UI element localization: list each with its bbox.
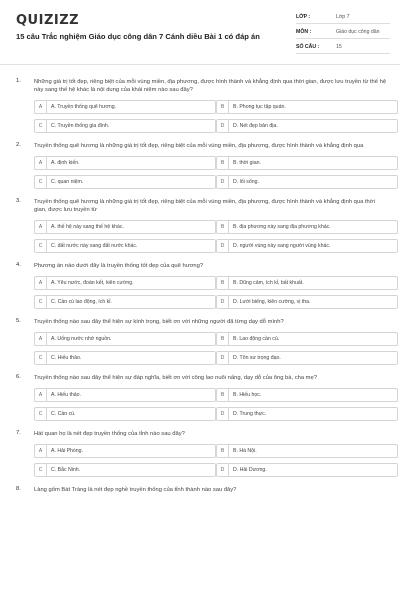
meta-label: LỚP : [296,14,311,20]
meta-row-count [296,41,390,54]
question-number: 1. [16,78,21,84]
answer-option[interactable] [216,220,398,234]
option-letter: D [217,240,229,252]
answer-options [34,100,388,133]
answer-options [34,156,388,189]
option-text: D. người vùng này sang người vùng khác. [233,243,331,249]
question-text: Truyền thống quê hương là những giá trị tốt đẹp, riêng biệt của mỗi vùng miền, địa phương, được hình thành và khẳng định qua thời gian, được lưu truyền từ [34,199,375,213]
option-letter: C [35,120,47,132]
question-text: Truyền thống nào sau đây thể hiện sự đáp nghĩa, biết ơn với công lao nuôi nấng, dạy dỗ của ông bà, cha mẹ? [34,375,317,381]
option-letter: C [35,464,47,476]
question-header [16,374,388,382]
meta-value: Lớp 7 [336,14,350,20]
answer-option[interactable] [34,156,216,170]
answer-option[interactable] [34,276,216,290]
question-item [16,318,388,365]
option-text: D. Tôn sư trọng đạo. [233,355,281,361]
option-text: C. Truyền thống gia đình. [51,123,110,129]
option-letter: C [35,408,47,420]
option-text: A. thế hệ này sang thế hệ khác. [51,224,124,230]
option-letter: A [35,101,47,113]
question-item [16,262,388,309]
option-letter: A [35,445,47,457]
question-header [16,430,388,438]
answer-option[interactable] [216,295,398,309]
answer-options [34,444,388,477]
question-item [16,142,388,189]
option-letter: D [217,296,229,308]
answer-option[interactable] [34,444,216,458]
option-text: B. Phong tục tập quán. [233,104,286,110]
answer-option[interactable] [34,463,216,477]
answer-options [34,332,388,365]
option-letter: B [217,333,229,345]
meta-label: MÔN : [296,29,312,35]
question-text: Truyền thống nào sau đây thể hiện sự kính trọng, biết ơn với những người đã từng dạy dỗ mình? [34,319,284,325]
question-number: 6. [16,374,21,380]
option-text: C. đất nước này sang đất nước khác. [51,243,138,249]
option-text: B. Hiếu học. [233,392,262,398]
option-text: A. định kiến. [51,160,80,166]
option-letter: D [217,176,229,188]
option-letter: A [35,333,47,345]
answer-option[interactable] [216,351,398,365]
option-letter: A [35,389,47,401]
option-text: C. Cần cù lao động, ích kỉ. [51,299,112,305]
answer-option[interactable] [34,295,216,309]
answer-option[interactable] [216,407,398,421]
question-list [0,78,400,503]
option-letter: D [217,352,229,364]
question-number: 4. [16,262,21,268]
option-text: A. Hải Phòng. [51,448,84,454]
question-header [16,486,388,494]
option-text: D. Hải Dương. [233,467,267,473]
option-text: B. Dũng cảm, ích kỉ, bất khuất. [233,280,304,286]
answer-option[interactable] [34,220,216,234]
answer-option[interactable] [216,388,398,402]
question-header [16,142,388,150]
option-text: D. Lười biếng, kiên cường, vị tha. [233,299,311,305]
option-text: B. địa phương này sang địa phương khác. [233,224,331,230]
meta-row-grade [296,11,390,24]
question-header [16,78,388,94]
question-number: 8. [16,486,21,492]
option-text: A. Uống nước nhớ nguồn. [51,336,112,342]
answer-option[interactable] [34,175,216,189]
answer-options [34,388,388,421]
meta-label: SỐ CÂU : [296,44,320,50]
option-text: B. Hà Nội. [233,448,257,454]
option-letter: C [35,296,47,308]
answer-option[interactable] [216,156,398,170]
option-text: D. Nét đẹp bản địa. [233,123,278,129]
option-letter: B [217,445,229,457]
question-number: 7. [16,430,21,436]
option-letter: C [35,352,47,364]
option-letter: A [35,157,47,169]
option-letter: B [217,389,229,401]
option-text: A. Hiếu thảo. [51,392,81,398]
option-letter: A [35,221,47,233]
option-letter: D [217,464,229,476]
option-text: B. thời gian. [233,160,261,166]
answer-options [34,276,388,309]
option-text: C. Bắc Ninh. [51,467,81,473]
option-text: B. Lao động cần cù. [233,336,280,342]
question-item [16,374,388,421]
answer-option[interactable] [216,119,398,133]
option-text: A. Yêu nước, đoàn kết, kiên cường. [51,280,134,286]
option-text: D. lối sống. [233,179,259,185]
answer-options [34,220,388,253]
option-letter: C [35,176,47,188]
option-text: C. quan niệm. [51,179,84,185]
option-text: C. Cần cù. [51,411,76,417]
answer-option[interactable] [34,239,216,253]
option-letter: B [217,101,229,113]
meta-value: 15 [336,44,342,50]
option-text: A. Truyền thống quê hương. [51,104,117,110]
question-item [16,78,388,133]
quizizz-logo: QUIZIZZ [16,13,80,28]
answer-option[interactable] [34,332,216,346]
option-text: D. Trung thực. [233,411,267,417]
question-header [16,262,388,270]
option-letter: B [217,277,229,289]
header-divider [0,64,400,65]
question-item [16,486,388,494]
answer-option[interactable] [216,239,398,253]
page-title: 15 câu Trắc nghiệm Giáo dục công dân 7 Cánh diều Bài 1 có đáp án [16,32,260,41]
answer-option[interactable] [216,276,398,290]
option-letter: B [217,157,229,169]
answer-option[interactable] [34,351,216,365]
question-text: Những giá trị tốt đẹp, riêng biệt của mỗi vùng miền, địa phương, được hình thành và khẳng định qua thời gian, được lưu truyền từ thế hệ này sang thế hệ khác là nội dung của khái niệm nào sau đây? [34,79,387,93]
option-letter: D [217,120,229,132]
option-letter: A [35,277,47,289]
option-letter: B [217,221,229,233]
question-text: Truyền thống quê hương là những giá trị tốt đẹp, riêng biệt của mỗi vùng miền, địa phương, được hình thành và khẳng định qua [34,143,364,149]
option-text: C. Hiếu thảo. [51,355,82,361]
option-letter: C [35,240,47,252]
question-text: Phương án nào dưới đây là truyền thống tốt đẹp của quê hương? [34,263,204,269]
option-letter: D [217,408,229,420]
answer-option[interactable] [34,100,216,114]
question-item [16,430,388,477]
question-number: 5. [16,318,21,324]
answer-option[interactable] [34,119,216,133]
question-header [16,318,388,326]
question-number: 2. [16,142,21,148]
question-text: Hát quan họ là nét đẹp truyền thống của tỉnh nào sau đây? [34,431,185,437]
question-item [16,198,388,253]
question-header [16,198,388,214]
meta-panel [296,11,390,56]
answer-option[interactable] [34,388,216,402]
answer-option[interactable] [216,332,398,346]
question-text: Làng gốm Bát Tràng là nét đẹp nghề truyền thống của tỉnh thành nào sau đây? [34,487,237,493]
answer-option[interactable] [216,444,398,458]
meta-row-subject [296,26,390,39]
meta-value: Giáo dục công dân [336,29,380,35]
answer-option[interactable] [34,407,216,421]
answer-option[interactable] [216,175,398,189]
answer-option[interactable] [216,100,398,114]
answer-option[interactable] [216,463,398,477]
question-number: 3. [16,198,21,204]
